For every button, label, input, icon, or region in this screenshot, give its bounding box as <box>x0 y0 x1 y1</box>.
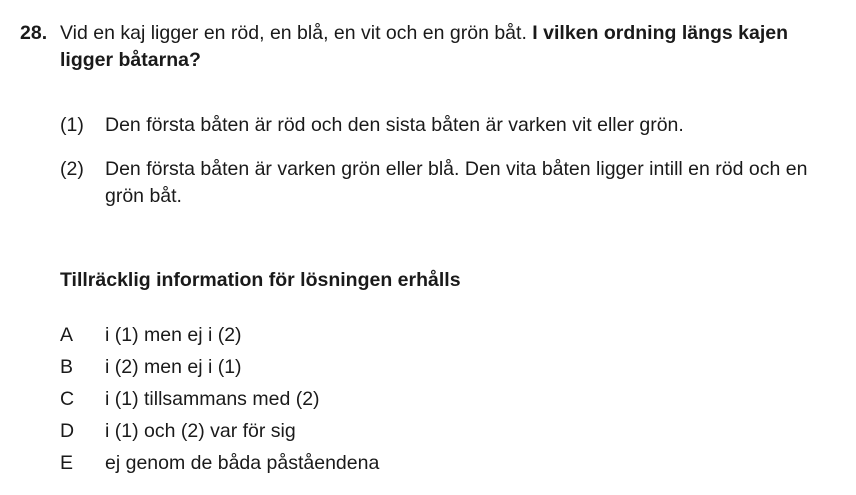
statement-number: (2) <box>60 158 84 180</box>
option-letter: E <box>60 452 74 474</box>
option-letter: B <box>60 356 74 378</box>
option-text: ej genom de båda påståendena <box>105 452 380 474</box>
option-text: i (1) men ej i (2) <box>105 324 242 346</box>
option-b[interactable] <box>60 354 660 386</box>
option-text: i (1) tillsammans med (2) <box>105 388 320 410</box>
option-d[interactable] <box>60 418 660 450</box>
statement-number: (1) <box>60 114 84 136</box>
question-header <box>20 20 840 74</box>
option-a[interactable] <box>60 322 660 354</box>
statement-1 <box>60 112 830 139</box>
instruction-heading: Tillräcklig information för lösningen erhålls <box>60 269 461 291</box>
option-text: i (2) men ej i (1) <box>105 356 242 378</box>
question-text <box>60 20 840 74</box>
answer-options <box>60 322 660 482</box>
statement-2 <box>60 156 830 210</box>
option-letter: A <box>60 324 74 346</box>
option-text: i (1) och (2) var för sig <box>105 420 296 442</box>
question-intro: Vid en kaj ligger en röd, en blå, en vit och en grön båt. <box>60 22 527 44</box>
question-prompt: I vilken ordning längs kajen ligger båtarna? <box>60 22 789 71</box>
option-letter: C <box>60 388 75 410</box>
option-e[interactable] <box>60 450 660 482</box>
statement-text: Den första båten är röd och den sista båten är varken vit eller grön. <box>105 114 684 136</box>
question-number: 28. <box>20 22 48 44</box>
option-letter: D <box>60 420 75 442</box>
statement-text: Den första båten är varken grön eller blå. Den vita båten ligger intill en röd och en grön båt. <box>105 158 808 207</box>
option-c[interactable] <box>60 386 660 418</box>
